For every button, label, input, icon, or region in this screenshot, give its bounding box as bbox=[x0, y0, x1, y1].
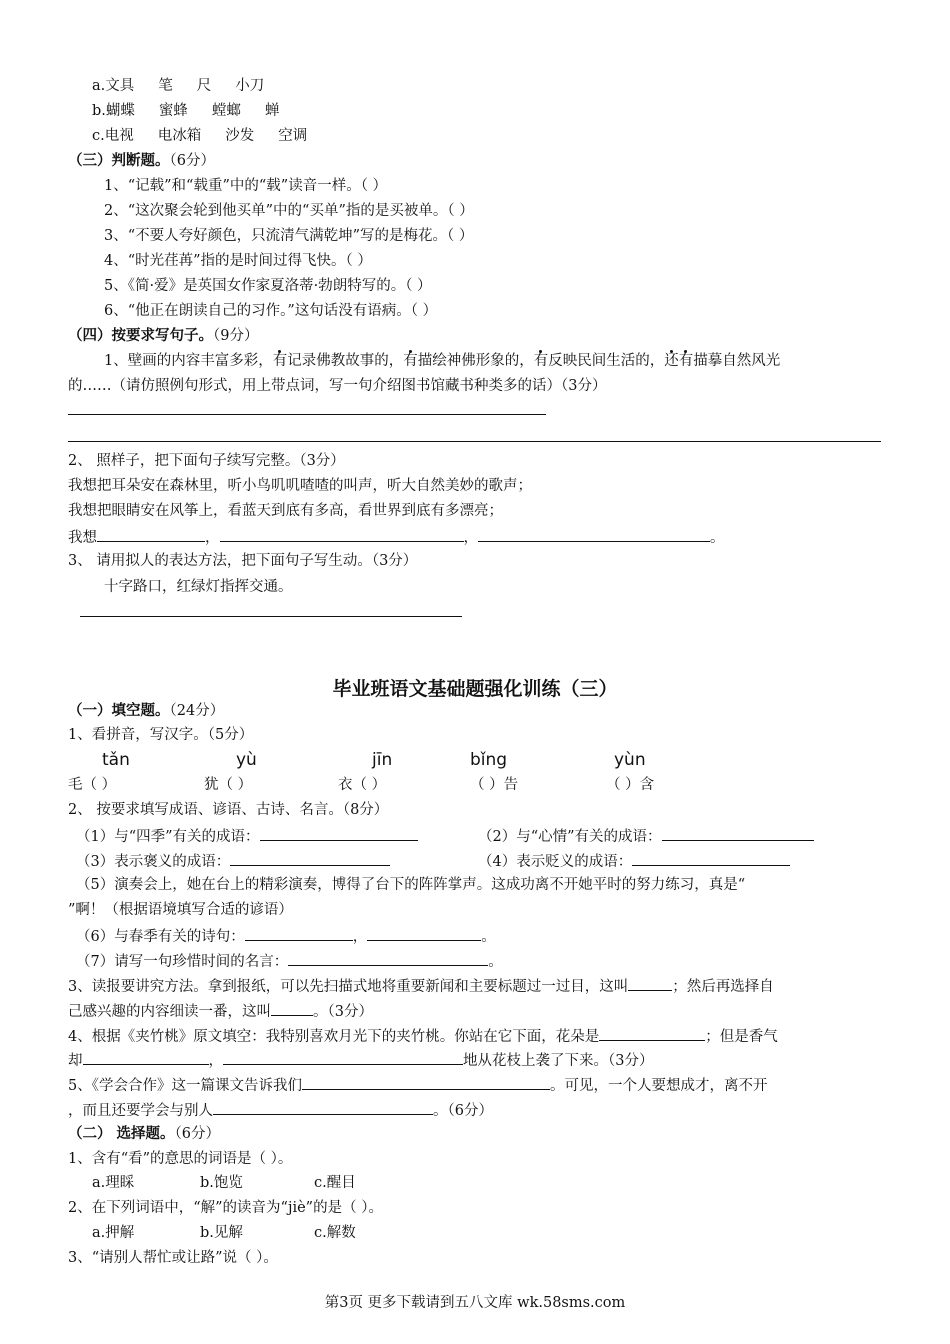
fill-q2-5b: ”啊！（根据语境填写合适的谚语） bbox=[68, 902, 293, 918]
fill-q2-7: （7）请写一句珍惜时间的名言： 。 bbox=[76, 951, 503, 971]
page-title: 毕业班语文基础题强化训练（三） bbox=[332, 678, 618, 700]
fill-blank[interactable] bbox=[632, 851, 790, 866]
fill-blank[interactable] bbox=[83, 1050, 209, 1065]
fill-blank[interactable] bbox=[245, 926, 353, 941]
choice-q2-option-b[interactable]: b.见解 bbox=[200, 1225, 243, 1241]
fill-blank[interactable] bbox=[367, 926, 481, 941]
answer-line[interactable] bbox=[80, 616, 462, 617]
fill-blank[interactable] bbox=[271, 1001, 313, 1016]
fill-blank[interactable] bbox=[628, 976, 672, 991]
fill-q4-line1: 4、根据《夹竹桃》原文填空：我特别喜欢月光下的夹竹桃。你站在它下面，花朵是 ；但是香气 bbox=[68, 1026, 778, 1046]
pinyin-5: yùn bbox=[614, 750, 646, 770]
judge-item-1: 1、“记载”和“载重”中的“载”读音一样。（ ） bbox=[104, 178, 388, 194]
judge-item-5: 5、《简·爱》是英国女作家夏洛蒂·勃朗特写的。（ ） bbox=[104, 278, 432, 294]
char-blank-1[interactable]: 毛（ ） bbox=[68, 777, 117, 793]
pinyin-2: yù bbox=[236, 750, 257, 770]
char-blank-2[interactable]: 犹（ ） bbox=[204, 777, 253, 793]
choice-q1-option-a[interactable]: a.理睬 bbox=[92, 1175, 135, 1191]
fill-q4-line2: 却 ， 地从花枝上袭了下来。（3分） bbox=[68, 1050, 653, 1070]
fill-q1: 1、看拼音，写汉字。（5分） bbox=[68, 727, 254, 743]
char-blank-5[interactable]: （ ）含 bbox=[606, 777, 655, 793]
pinyin-3: jīn bbox=[372, 750, 393, 770]
option-row-a: a.文具 笔 尺 小刀 bbox=[92, 78, 265, 94]
sentence-q3-text: 十字路口，红绿灯指挥交通。 bbox=[104, 579, 293, 595]
sentence-q2-example1: 我想把耳朵安在森林里，听小鸟叽叽喳喳的叫声，听大自然美妙的歌声； bbox=[68, 478, 532, 494]
char-blank-3[interactable]: 衣（ ） bbox=[338, 777, 387, 793]
fill-blank[interactable] bbox=[260, 826, 418, 841]
fill-q3-line1: 3、读报要讲究方法。拿到报纸，可以先扫描式地将重要新闻和主要标题过一过目，这叫 ；然后再选择自 bbox=[68, 976, 774, 996]
choice-q1-option-c[interactable]: c.醒目 bbox=[314, 1175, 356, 1191]
answer-line[interactable] bbox=[68, 414, 546, 415]
judge-item-4: 4、“时光荏苒”指的是时间过得飞快。（ ） bbox=[104, 253, 372, 269]
fill-q2-2: （2）与“心情”有关的成语： bbox=[478, 826, 814, 846]
sentence-q1-line1: 1、壁画的内容丰富多彩，有记录佛教故事的，有描绘神佛形象的，有反映民间生活的，还有描摹自然风光 bbox=[104, 353, 781, 369]
sentence-q2-example2: 我想把眼睛安在风筝上，看蓝天到底有多高，看世界到底有多漂亮； bbox=[68, 503, 503, 519]
fill-q5-line1: 5、《学会合作》这一篇课文告诉我们 。可见，一个人要想成才，离不开 bbox=[68, 1075, 767, 1095]
page-footer: 第3页 更多下载请到五八文库 wk.58sms.com bbox=[324, 1295, 626, 1311]
fill-q2-3: （3）表示褒义的成语： bbox=[76, 851, 390, 871]
fill-q2-1: （1）与“四季”有关的成语： bbox=[76, 826, 418, 846]
fill-blank[interactable] bbox=[97, 527, 205, 542]
sentence-q2: 2、 照样子，把下面句子续写完整。（3分） bbox=[68, 453, 345, 469]
fill-blank[interactable] bbox=[288, 951, 488, 966]
sentence-q1-line2: 的……（请仿照例句形式，用上带点词，写一句介绍图书馆藏书种类多的话）（3分） bbox=[68, 378, 607, 394]
fill-blank[interactable] bbox=[599, 1026, 705, 1041]
sentence-q2-fill: 我想 ， ， 。 bbox=[68, 527, 725, 547]
fill-q2-4: （4）表示贬义的成语： bbox=[478, 851, 790, 871]
section-3-heading: （三）判断题。（6分） bbox=[68, 152, 215, 169]
part-2-heading: （二） 选择题。（6分） bbox=[68, 1125, 221, 1142]
fill-q5-line2: ，而且还要学会与别人 。（6分） bbox=[68, 1100, 493, 1120]
choice-q1-option-b[interactable]: b.饱览 bbox=[200, 1175, 243, 1191]
fill-q3-line2: 己感兴趣的内容细读一番，这叫 。（3分） bbox=[68, 1001, 373, 1021]
judge-item-3: 3、“不要人夸好颜色，只流清气满乾坤”写的是梅花。（ ） bbox=[104, 228, 474, 244]
option-row-b: b.蝴蝶 蜜蜂 螳螂 蝉 bbox=[92, 103, 280, 119]
fill-q2-6: （6）与春季有关的诗句： ， 。 bbox=[76, 926, 496, 946]
fill-blank[interactable] bbox=[213, 1100, 433, 1115]
fill-q2-5a: （5）演奏会上，她在台上的精彩演奏，博得了台下的阵阵掌声。这成功离不开她平时的努力练习，真是“ bbox=[76, 877, 746, 893]
judge-item-2: 2、“这次聚会轮到他买单”中的“买单”指的是买被单。（ ） bbox=[104, 203, 474, 219]
choice-q2-option-a[interactable]: a.押解 bbox=[92, 1225, 135, 1241]
pinyin-1: tǎn bbox=[102, 750, 130, 770]
fill-q2: 2、 按要求填写成语、谚语、古诗、名言。（8分） bbox=[68, 802, 389, 818]
option-row-c: c.电视 电冰箱 沙发 空调 bbox=[92, 128, 308, 144]
part-1-heading: （一）填空题。（24分） bbox=[68, 702, 225, 719]
choice-q2-option-c[interactable]: c.解数 bbox=[314, 1225, 356, 1241]
fill-blank[interactable] bbox=[223, 1050, 463, 1065]
answer-line[interactable] bbox=[68, 441, 881, 442]
fill-blank[interactable] bbox=[478, 527, 710, 542]
choice-q2: 2、在下列词语中，“解”的读音为“jiè”的是（ ）。 bbox=[68, 1200, 383, 1216]
section-4-heading: （四）按要求写句子。（9分） bbox=[68, 327, 259, 344]
judge-item-6: 6、“他正在朗读自己的习作。”这句话没有语病。（ ） bbox=[104, 303, 438, 319]
fill-blank[interactable] bbox=[230, 851, 390, 866]
fill-blank[interactable] bbox=[302, 1075, 550, 1090]
choice-q1: 1、含有“看”的意思的词语是（ ）。 bbox=[68, 1151, 293, 1167]
sentence-q3: 3、 请用拟人的表达方法，把下面句子写生动。（3分） bbox=[68, 553, 418, 569]
pinyin-4: bǐng bbox=[470, 750, 508, 770]
choice-q3: 3、“请别人帮忙或让路”说（ ）。 bbox=[68, 1250, 278, 1266]
char-blank-4[interactable]: （ ）告 bbox=[470, 777, 519, 793]
fill-blank[interactable] bbox=[220, 527, 464, 542]
fill-blank[interactable] bbox=[662, 826, 814, 841]
